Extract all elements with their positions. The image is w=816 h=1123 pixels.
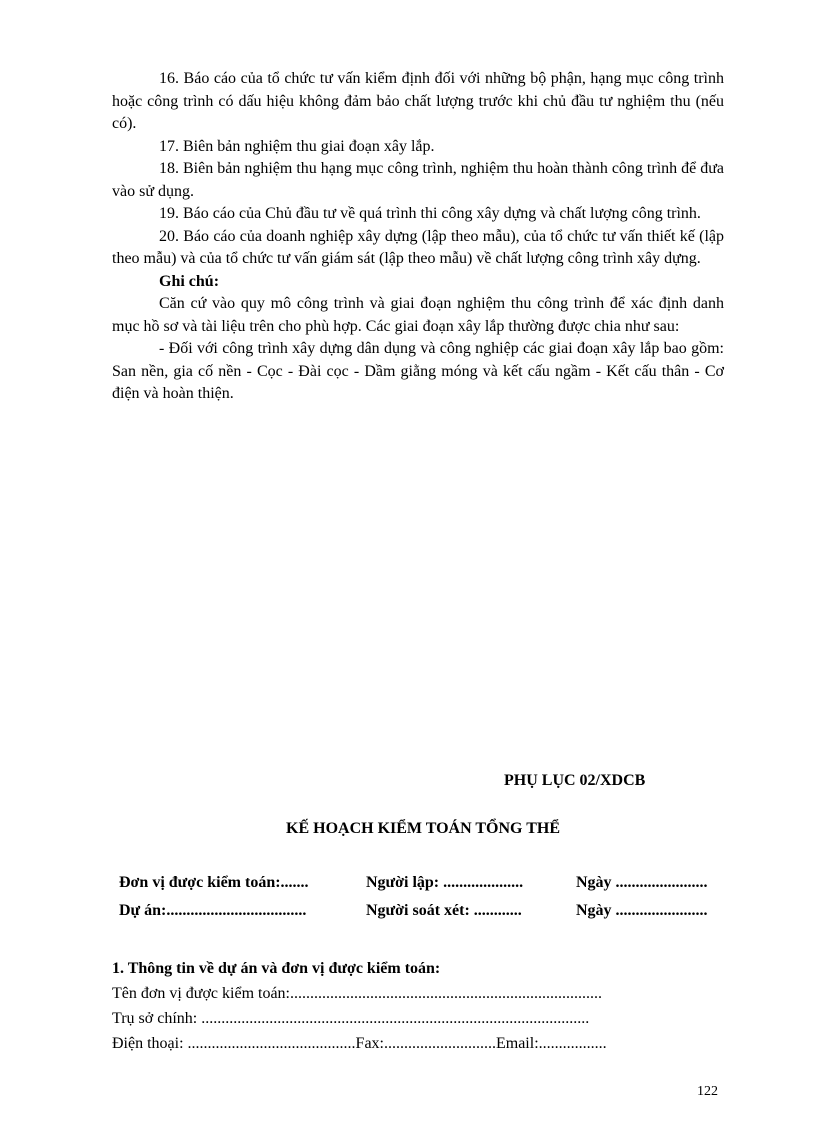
reviewer-field: Người soát xét: ............ — [366, 902, 522, 919]
note-paragraph-1: Căn cứ vào quy mô công trình và giai đoạn nghiệm thu công trình để xác định danh mục hồ sơ và tài liệu trên cho phù hợp. Các giai đoạn xây lắp thường được chia như sau: — [112, 295, 724, 335]
appendix-label: PHỤ LỤC 02/XDCB — [504, 772, 646, 789]
plan-title: KẾ HOẠCH KIỂM TOÁN TỔNG THỂ — [286, 820, 560, 837]
section-1-heading: 1. Thông tin về dự án và đơn vị được kiểm toán: — [112, 960, 441, 977]
note-heading: Ghi chú: — [159, 272, 220, 290]
project-field: Dự án:................................... — [119, 902, 307, 919]
list-item-18: 18. Biên bản nghiệm thu hạng mục công trình, nghiệm thu hoàn thành công trình để đưa vào sử dụng. — [112, 160, 725, 200]
date-field-1: Ngày ....................... — [576, 874, 708, 891]
unit-name-line: Tên đơn vị được kiểm toán:.............................................................................. — [112, 985, 602, 1002]
note-paragraph-2: - Đối với công trình xây dựng dân dụng và công nghiệp các giai đoạn xây lắp bao gồm: San nền, gia cố nền - Cọc - Đài cọc - Dầm giằng móng và kết cấu ngầm - Kết cấu thân - Cơ điện và hoàn thiện. — [112, 340, 724, 402]
list-item-19: 19. Báo cáo của Chủ đầu tư về quá trình thi công xây dựng và chất lượng công trình. — [159, 205, 701, 222]
contact-line: Điện thoại: ..........................................Fax:............................Email:................. — [112, 1035, 607, 1052]
preparer-field: Người lập: .................... — [366, 874, 524, 891]
section-1 — [112, 956, 652, 1056]
audited-unit-field: Đơn vị được kiểm toán:....... — [119, 874, 309, 891]
head-office-line: Trụ sở chính: ................................................................................................. — [112, 1010, 590, 1027]
list-item-17: 17. Biên bản nghiệm thu giai đoạn xây lắp. — [159, 137, 435, 155]
body-text — [112, 68, 724, 406]
list-item-16: 16. Báo cáo của tổ chức tư vấn kiểm định đối với những bộ phận, hạng mục công trình hoặc công trình có dấu hiệu không đảm bảo chất lượng trước khi chủ đầu tư nghiệm thu (nếu có). — [112, 70, 724, 132]
date-field-2: Ngày ....................... — [576, 902, 708, 919]
list-item-20: 20. Báo cáo của doanh nghiệp xây dựng (lập theo mẫu), của tổ chức tư vấn thiết kế (lập theo mẫu) và của tổ chức tư vấn giám sát (lập theo mẫu) về chất lượng công trình xây dựng. — [112, 227, 724, 267]
page-number: 122 — [697, 1084, 718, 1099]
